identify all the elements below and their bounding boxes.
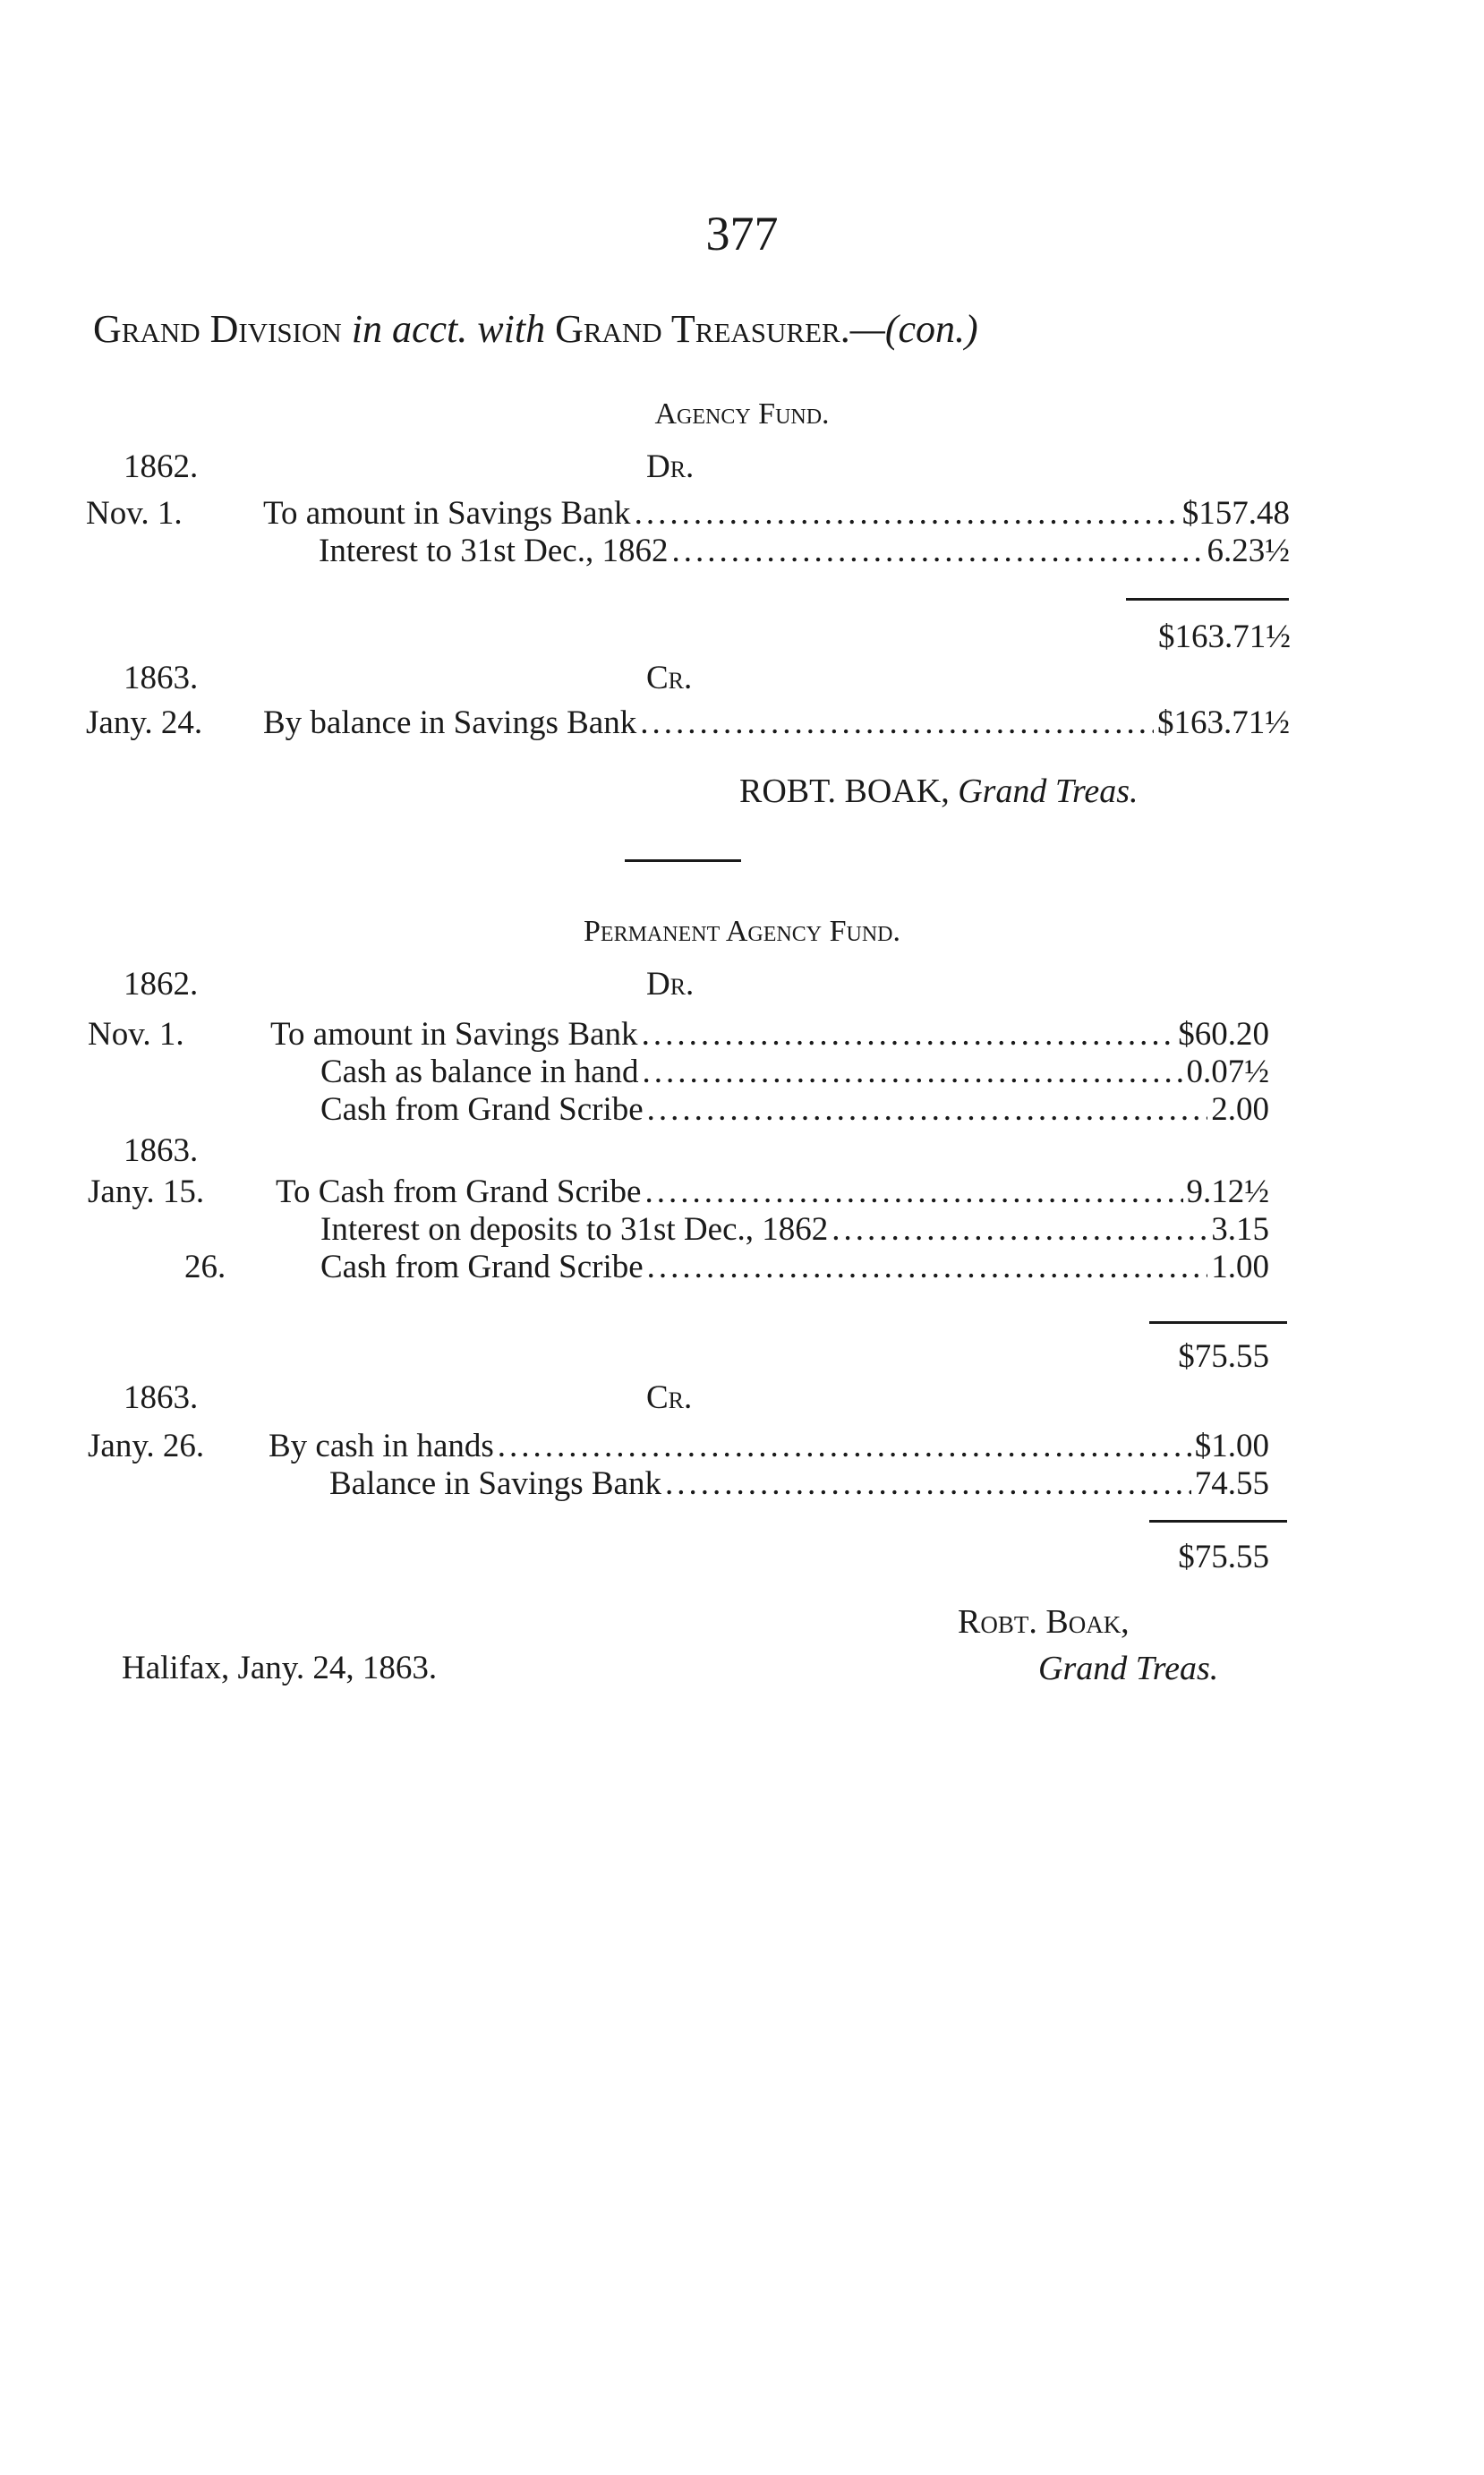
dot-leader bbox=[665, 1464, 1191, 1503]
row-amount: $60.20 bbox=[1178, 1016, 1269, 1053]
dot-leader bbox=[640, 704, 1154, 742]
dot-leader bbox=[635, 494, 1179, 533]
header-in-acct-with: in acct. with bbox=[351, 307, 546, 351]
dot-leader bbox=[647, 1248, 1208, 1286]
row-text: Balance in Savings Bank bbox=[329, 1465, 661, 1502]
agency-dr-row-2 bbox=[319, 532, 1290, 570]
agency-cr-year: 1863. bbox=[124, 660, 199, 696]
row-amount: 2.00 bbox=[1211, 1091, 1269, 1128]
row-text: To amount in Savings Bank bbox=[263, 495, 631, 532]
row-text: By cash in hands bbox=[269, 1428, 494, 1464]
agency-dr-year: 1862. bbox=[124, 448, 199, 485]
agency-dr-label: Dr. bbox=[646, 448, 695, 485]
agency-signature bbox=[739, 772, 1139, 811]
header-continued: —(con.) bbox=[849, 307, 978, 351]
dot-leader bbox=[671, 532, 1203, 570]
permanent-dr-row-5 bbox=[320, 1210, 1269, 1249]
row-text: Interest on deposits to 31st Dec., 1862 bbox=[320, 1211, 829, 1248]
page-number: 377 bbox=[705, 207, 779, 260]
section-divider bbox=[625, 859, 741, 862]
row-text: By balance in Savings Bank bbox=[263, 704, 637, 741]
agency-cr-row-1 bbox=[86, 704, 1290, 742]
signature-name: ROBT. BOAK, bbox=[739, 772, 950, 810]
row-amount: 6.23½ bbox=[1207, 533, 1290, 569]
dot-leader bbox=[647, 1090, 1208, 1129]
row-date: Jany. 15. bbox=[88, 1173, 205, 1210]
row-date: 26. bbox=[184, 1249, 226, 1285]
permanent-dr-total: $75.55 bbox=[1178, 1338, 1269, 1375]
row-amount: $1.00 bbox=[1194, 1428, 1269, 1464]
row-amount: 0.07½ bbox=[1186, 1054, 1269, 1090]
row-date: Nov. 1. bbox=[88, 1016, 184, 1053]
row-text: To Cash from Grand Scribe bbox=[276, 1173, 642, 1210]
permanent-cr-row-1 bbox=[88, 1427, 1269, 1465]
header-grand-treasurer: Grand Treasurer. bbox=[555, 307, 850, 351]
permanent-cr-row-2 bbox=[329, 1464, 1269, 1503]
permanent-fund-title: Permanent Agency Fund. bbox=[584, 915, 900, 948]
row-date: Nov. 1. bbox=[86, 495, 183, 532]
permanent-dr-row-2 bbox=[320, 1053, 1269, 1091]
row-amount: 9.12½ bbox=[1186, 1173, 1269, 1210]
header-grand-division: Grand Division bbox=[93, 307, 342, 351]
row-amount: $157.48 bbox=[1181, 495, 1290, 532]
agency-dr-total-rule bbox=[1126, 598, 1289, 601]
dot-leader bbox=[643, 1053, 1183, 1091]
row-text: Cash from Grand Scribe bbox=[320, 1249, 644, 1285]
agency-dr-row-1 bbox=[86, 494, 1290, 533]
row-amount: 1.00 bbox=[1211, 1249, 1269, 1285]
footer-signature: Robt. Boak, bbox=[958, 1603, 1130, 1641]
agency-fund-title: Agency Fund. bbox=[654, 397, 830, 431]
row-amount: 3.15 bbox=[1211, 1211, 1269, 1248]
row-amount: 74.55 bbox=[1194, 1465, 1269, 1502]
dot-leader bbox=[498, 1427, 1191, 1465]
dot-leader bbox=[642, 1015, 1175, 1054]
permanent-dr-year: 1862. bbox=[124, 966, 199, 1003]
permanent-cr-total-rule bbox=[1149, 1520, 1287, 1523]
dot-leader bbox=[832, 1210, 1207, 1249]
permanent-dr-label: Dr. bbox=[646, 966, 695, 1003]
row-text: Interest to 31st Dec., 1862 bbox=[319, 533, 669, 569]
page-header bbox=[93, 306, 978, 352]
permanent-dr-total-rule bbox=[1149, 1321, 1287, 1324]
permanent-dr-row-3 bbox=[320, 1090, 1269, 1129]
agency-dr-total: $163.71½ bbox=[1158, 619, 1291, 655]
footer-place-date: Halifax, Jany. 24, 1863. bbox=[122, 1650, 438, 1686]
permanent-dr-row-1 bbox=[88, 1015, 1269, 1054]
row-text: Cash from Grand Scribe bbox=[320, 1091, 644, 1128]
row-amount: $163.71½ bbox=[1157, 704, 1290, 741]
row-date: Jany. 26. bbox=[88, 1428, 205, 1464]
permanent-dr-year-2: 1863. bbox=[124, 1132, 199, 1169]
permanent-cr-label: Cr. bbox=[646, 1379, 693, 1416]
footer-signature-title: Grand Treas. bbox=[1038, 1650, 1219, 1687]
permanent-cr-year: 1863. bbox=[124, 1379, 199, 1416]
dot-leader bbox=[644, 1173, 1182, 1211]
permanent-dr-row-6 bbox=[184, 1248, 1269, 1286]
signature-title: Grand Treas. bbox=[958, 772, 1139, 810]
agency-cr-label: Cr. bbox=[646, 660, 693, 696]
permanent-dr-row-4 bbox=[88, 1173, 1269, 1211]
row-date: Jany. 24. bbox=[86, 704, 203, 741]
permanent-cr-total: $75.55 bbox=[1178, 1539, 1269, 1575]
row-text: To amount in Savings Bank bbox=[270, 1016, 638, 1053]
row-text: Cash as balance in hand bbox=[320, 1054, 639, 1090]
